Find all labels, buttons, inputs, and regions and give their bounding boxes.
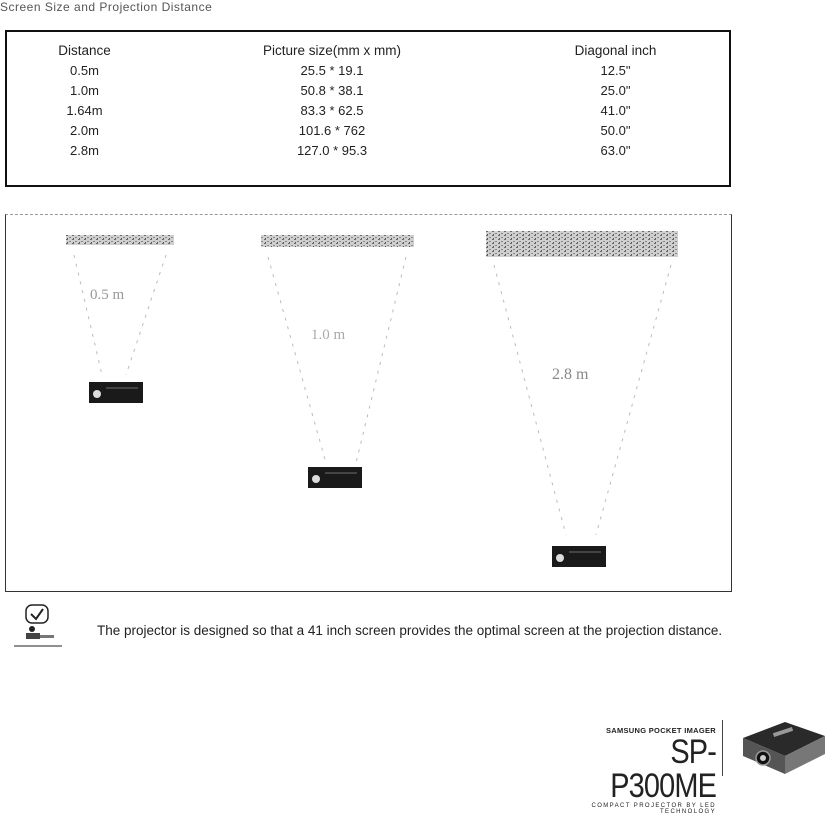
cell-diagonal: 41.0" <box>600 102 631 118</box>
distance-label: 1.0 m <box>311 327 346 343</box>
brand-line1: SAMSUNG POCKET IMAGER <box>605 726 716 735</box>
cell-diagonal: 50.0" <box>600 122 631 138</box>
table-row <box>7 60 729 80</box>
table-row <box>7 100 729 120</box>
brand-line2: COMPACT PROJECTOR BY LED TECHNOLOGY <box>591 803 716 815</box>
header-distance: Distance <box>58 42 111 58</box>
cell-diagonal: 25.0" <box>600 82 631 98</box>
cell-distance: 0.5m <box>70 62 99 78</box>
cell-distance: 1.0m <box>70 82 99 98</box>
distance-table <box>5 30 731 187</box>
projector-icon <box>89 382 143 403</box>
projection-screen-medium <box>261 235 414 247</box>
header-picture-size: Picture size(mm x mm) <box>263 42 401 58</box>
projection-diagram-graphic <box>6 215 733 593</box>
projection-screen-large <box>486 231 678 257</box>
header-diagonal: Diagonal inch <box>574 42 657 58</box>
table-row <box>7 80 729 100</box>
cell-diagonal: 12.5" <box>600 62 631 78</box>
section-heading: Screen Size and Projection Distance <box>0 0 213 14</box>
projector-icon <box>308 467 362 488</box>
table-header-row <box>7 40 729 60</box>
brand-logo <box>548 726 716 815</box>
cell-picture-size: 83.3 * 62.5 <box>300 102 364 118</box>
table-row <box>7 140 729 160</box>
checkmark-note-icon <box>12 604 64 650</box>
projection-beams <box>74 255 671 535</box>
cell-picture-size: 50.8 * 38.1 <box>300 82 364 98</box>
note-text: The projector is designed so that a 41 inch screen provides the optimal screen at the projection distance. <box>97 623 723 638</box>
table-row <box>7 120 729 140</box>
cell-picture-size: 127.0 * 95.3 <box>296 142 368 158</box>
distance-label: 2.8 m <box>552 366 589 383</box>
cell-distance: 2.0m <box>70 122 99 138</box>
cell-picture-size: 101.6 * 762 <box>298 122 366 138</box>
cell-distance: 2.8m <box>70 142 99 158</box>
brand-divider <box>722 720 723 776</box>
cell-picture-size: 25.5 * 19.1 <box>300 62 364 78</box>
projection-screen-small <box>66 235 174 245</box>
cell-distance: 1.64m <box>66 102 103 118</box>
projector-product-image <box>733 716 829 790</box>
brand-model: SP-P300ME <box>610 733 716 805</box>
projector-icon <box>552 546 606 567</box>
cell-diagonal: 63.0" <box>600 142 631 158</box>
distance-label: 0.5 m <box>90 287 125 303</box>
projection-diagram <box>5 214 732 592</box>
